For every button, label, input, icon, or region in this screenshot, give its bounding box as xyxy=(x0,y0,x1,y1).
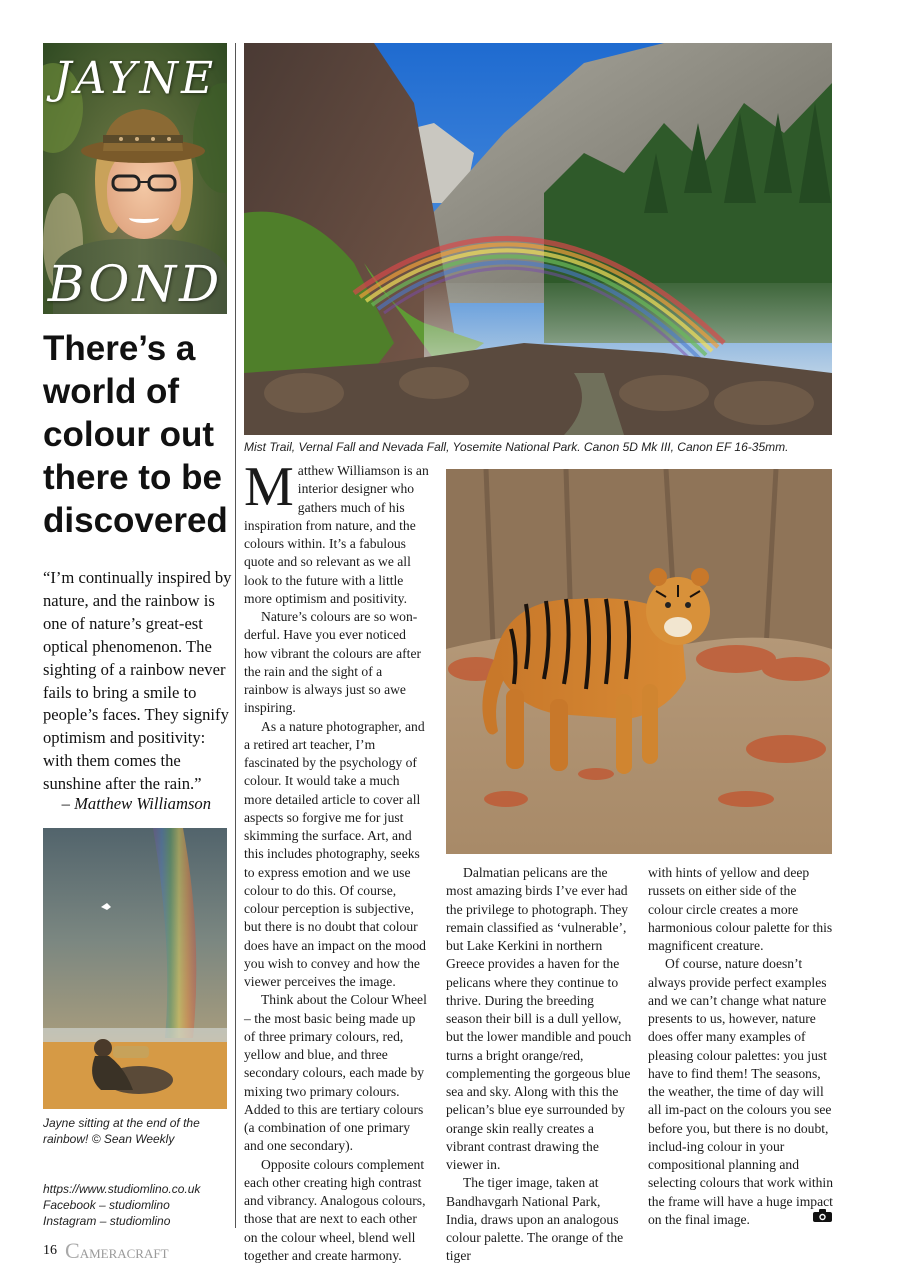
website-link[interactable]: https://www.studiomlino.co.uk xyxy=(43,1182,201,1196)
article-paragraph: Of course, nature doesn’t always provide perfect examples and we can’t change what nature presents to us, however, nature does offer many examples of pleasing colour palettes: you just have to find them! The seasons, the weather, the time of day will all im-pact on the colours you see before you, but there is no doubt, includ-ing colour in your compositional planning and selecting colours that work within the frame will have a huge impact on the final image. xyxy=(648,956,833,1227)
article-column-2 xyxy=(446,864,632,1266)
paragraph-text: atthew Williamson is an interior designer who gathers much of his inspiration from nature, and the colours within. It’s a fabulous quote and so relevant as we all look to the future with a little more optimism and positivity. xyxy=(244,463,429,606)
article-column-3 xyxy=(648,864,834,1229)
pull-quote: “I’m continually inspired by nature, and the rainbow is one of nature’s great-est optical phenomenon. The sighting of a rainbow never fails to bring a smile to people’s faces. They signify optimism and positivity: with them comes the sunshine after the rain.” xyxy=(43,568,232,794)
contact-links xyxy=(43,1181,233,1229)
article-paragraph: Opposite colours complement each other creating high contrast and vibrancy. Analogous colours, those that are next to each other on the colour wheel, blend well together and create harmony. xyxy=(244,1156,426,1263)
logo-text: AMERACRAFT xyxy=(79,1246,169,1261)
yosemite-rainbow-photo xyxy=(244,43,832,435)
article-headline: There’s a world of colour out there to be discovered xyxy=(43,329,228,540)
article-paragraph: The tiger image, taken at Bandhavgarh National Park, India, draws upon an analogous colour palette. The orange of the tiger xyxy=(446,1175,624,1264)
article-paragraph: Think about the Colour Wheel – the most basic being made up of three primary colours, red, yellow and blue, and three secondary colours, each made by mixing two primary colours. Added to this are tertiary colours (a combination of one primary and one secondary). xyxy=(244,992,427,1154)
hat-shape xyxy=(81,105,205,163)
author-last-name: BOND xyxy=(47,255,223,313)
author-first-name: JAYNE xyxy=(53,53,217,104)
magazine-logo xyxy=(65,1238,169,1264)
drop-cap: M xyxy=(244,456,294,518)
article-paragraph: As a nature photographer, and a retired art teacher, I’m fascinated by the psychology of colour. It would take a much more detailed article to cover all aspects so forgive me for just skimming the surface. Art, and this includes photography, seeks to express emotion and we use colour to do this. Of course, colour perception is subjective, but there is no doubt that colour does have an impact on the mood you wish to convey and how the viewer perceives the image. xyxy=(244,718,426,989)
column-divider xyxy=(235,43,236,1228)
rainbow-photo-caption: Jayne sitting at the end of the rainbow! © Sean Weekly xyxy=(43,1116,200,1146)
page-footer xyxy=(43,1238,169,1264)
logo-initial: C xyxy=(65,1238,80,1263)
glasses-shape xyxy=(111,173,177,193)
page-number: 16 xyxy=(43,1243,57,1258)
article-paragraph xyxy=(244,456,430,608)
article-paragraph: with hints of yellow and deep russets on either side of the colour circle creates a more harmonious colour palette for this magnificent creature. xyxy=(648,865,833,953)
article-paragraph: Dalmatian pelicans are the most amazing birds I’ve ever had the privilege to photograph. They remain classified as ‘vulnerable’, but Lake Kerkini in northern Greece provides a haven for the pelicans where they continue to thrive. During the breeding season their bill is a dull yellow, but the lower mandible and pouch turns a bright orange/red, complementing the gorgeous blue sea and sky. Along with this the pelican’s blue eye surrounded by orange skin really creates a vibrant contrast drawing the viewer in. xyxy=(446,865,632,1172)
tiger-photo xyxy=(446,469,832,854)
quote-attribution: – Matthew Williamson xyxy=(61,794,211,813)
smile-shape xyxy=(129,213,159,223)
article-paragraph: Nature’s colours are so won-derful. Have you ever noticed how vibrant the colours are after the rain and the sight of a rainbow is always just so awe inspiring. xyxy=(244,609,422,716)
facebook-link[interactable]: Facebook – studiomlino xyxy=(43,1198,170,1212)
camera-icon xyxy=(813,1209,832,1222)
rainbow-beach-photo xyxy=(43,828,227,1109)
author-portrait xyxy=(43,43,227,314)
article-column-1 xyxy=(244,456,430,1265)
main-photo-caption: Mist Trail, Vernal Fall and Nevada Fall, Yosemite National Park. Canon 5D Mk III, Canon EF 16-35mm. xyxy=(244,440,789,454)
instagram-link[interactable]: Instagram – studiomlino xyxy=(43,1214,171,1228)
